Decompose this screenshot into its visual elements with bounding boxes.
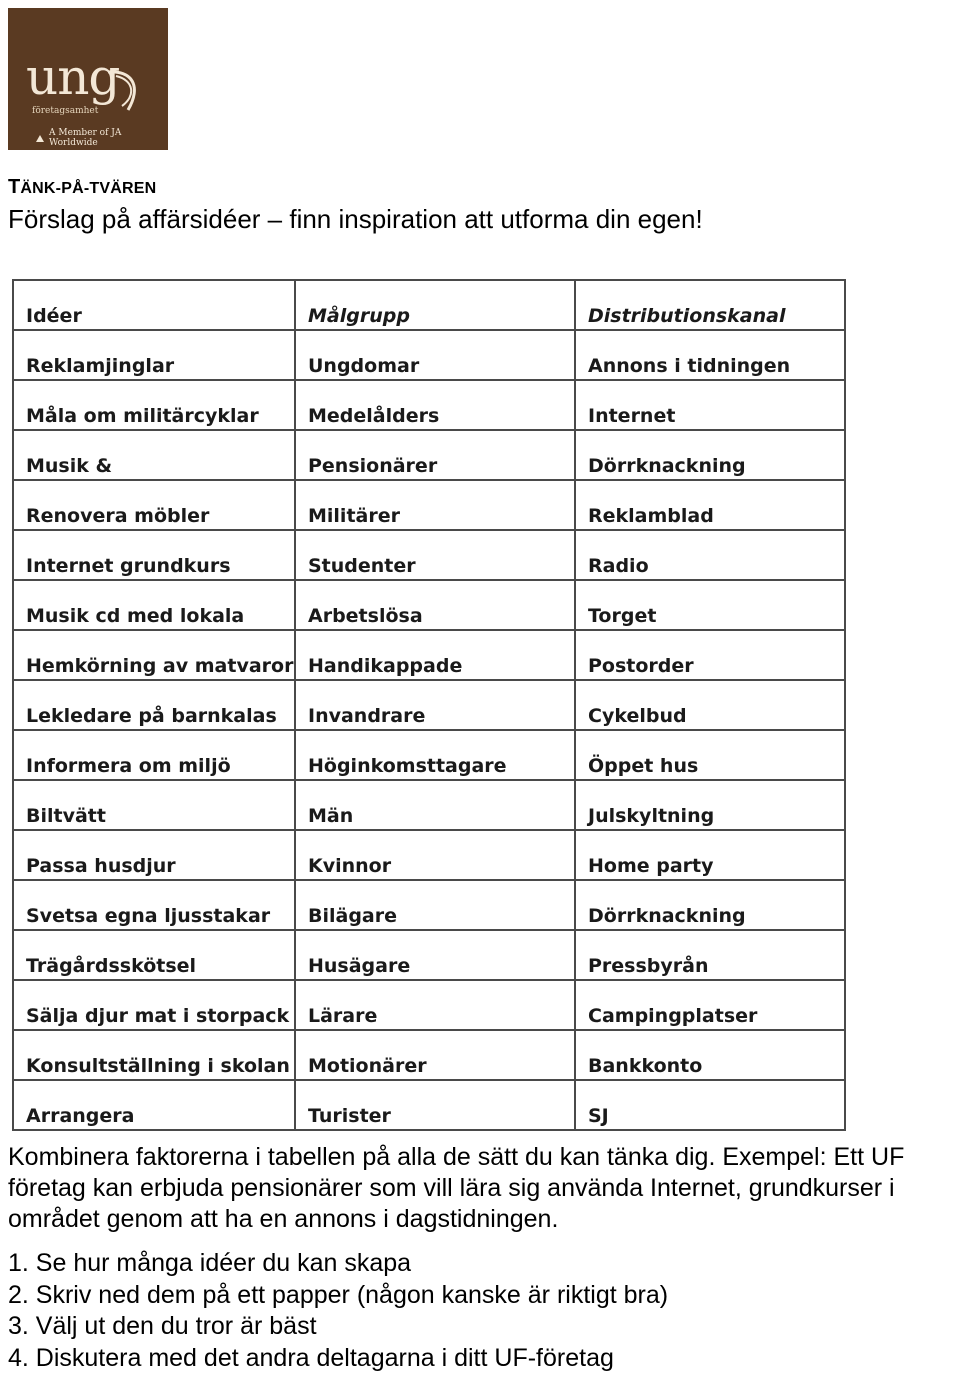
cell-idea: Hemkörning av matvaror	[13, 630, 295, 680]
cell-target-group: Kvinnor	[295, 830, 575, 880]
cell-idea: Musik &	[13, 430, 295, 480]
header-ideas: Idéer	[13, 280, 295, 330]
step-item: 2. Skriv ned dem på ett papper (någon kanske är riktigt bra)	[8, 1280, 669, 1309]
cell-distribution-channel: Postorder	[575, 630, 845, 680]
cell-distribution-channel: Julskyltning	[575, 780, 845, 830]
cell-target-group: Medelålders	[295, 380, 575, 430]
table-row	[13, 530, 845, 580]
cell-target-group: Höginkomsttagare	[295, 730, 575, 780]
table-row	[13, 780, 845, 830]
table-row	[13, 630, 845, 680]
page-heading	[8, 176, 156, 199]
cell-target-group: Arbetslösa	[295, 580, 575, 630]
cell-idea: Konsultställning i skolan	[13, 1030, 295, 1080]
cell-distribution-channel: Pressbyrån	[575, 930, 845, 980]
cell-idea: Reklamjinglar	[13, 330, 295, 380]
table-row	[13, 680, 845, 730]
logo-member-text: A Member of JA Worldwide	[49, 128, 122, 148]
cell-idea: Trägårdsskötsel	[13, 930, 295, 980]
table-row	[13, 380, 845, 430]
header-distribution-channel: Distributionskanal	[575, 280, 845, 330]
cell-idea: Musik cd med lokala	[13, 580, 295, 630]
table-row	[13, 580, 845, 630]
cell-idea: Måla om militärcyklar	[13, 380, 295, 430]
cell-distribution-channel: Home party	[575, 830, 845, 880]
table-row	[13, 830, 845, 880]
cell-distribution-channel: Dörrknackning	[575, 880, 845, 930]
cell-target-group: Turister	[295, 1080, 575, 1130]
cell-target-group: Pensionärer	[295, 430, 575, 480]
page-subheading: Förslag på affärsidéer – finn inspiration att utforma din egen!	[8, 204, 703, 234]
step-item: 3. Välj ut den du tror är bäst	[8, 1312, 317, 1340]
cell-distribution-channel: Bankkonto	[575, 1030, 845, 1080]
cell-distribution-channel: SJ	[575, 1080, 845, 1130]
cell-idea: Renovera möbler	[13, 480, 295, 530]
logo-member-line	[36, 128, 168, 148]
table-row	[13, 1080, 845, 1130]
table-row	[13, 480, 845, 530]
cell-target-group: Husägare	[295, 930, 575, 980]
cell-idea: Passa husdjur	[13, 830, 295, 880]
cell-target-group: Lärare	[295, 980, 575, 1030]
cell-idea: Svetsa egna ljusstakar	[13, 880, 295, 930]
step-item: 4. Diskutera med det andra deltagarna i ditt UF-företag	[8, 1343, 614, 1372]
table-header-row	[13, 280, 845, 330]
step-item: 1. Se hur många idéer du kan skapa	[8, 1249, 412, 1277]
cell-target-group: Motionärer	[295, 1030, 575, 1080]
cell-idea: Internet grundkurs	[13, 530, 295, 580]
cell-distribution-channel: Radio	[575, 530, 845, 580]
ung-logo	[8, 8, 168, 150]
logo-swirl-icon	[102, 66, 150, 116]
table-row	[13, 730, 845, 780]
cell-idea: Biltvätt	[13, 780, 295, 830]
cell-target-group: Handikappade	[295, 630, 575, 680]
cell-target-group: Ungdomar	[295, 330, 575, 380]
ideas-table	[12, 279, 846, 1131]
cell-idea: Sälja djur mat i storpack	[13, 980, 295, 1030]
heading-rest: ÄNK-PÅ-TVÄREN	[20, 180, 157, 197]
cell-distribution-channel: Cykelbud	[575, 680, 845, 730]
triangle-icon	[36, 135, 44, 142]
cell-distribution-channel: Annons i tidningen	[575, 330, 845, 380]
logo-wordmark: ung	[26, 48, 120, 106]
cell-idea: Arrangera	[13, 1080, 295, 1130]
cell-target-group: Män	[295, 780, 575, 830]
instructions-paragraph: Kombinera faktorerna i tabellen på alla de sätt du kan tänka dig. Exempel: Ett UF företag kan erbjuda pensionärer som vill lära sig använda Internet, grundkurser i området genom att ha en annons i dagstidningen.	[8, 1143, 905, 1233]
heading-first-letter: T	[8, 176, 21, 198]
table-row	[13, 330, 845, 380]
logo-subtitle: företagsamhet	[32, 106, 99, 116]
table-row	[13, 1030, 845, 1080]
cell-distribution-channel: Campingplatser	[575, 980, 845, 1030]
cell-distribution-channel: Reklamblad	[575, 480, 845, 530]
table-row	[13, 930, 845, 980]
cell-distribution-channel: Torget	[575, 580, 845, 630]
cell-target-group: Invandrare	[295, 680, 575, 730]
cell-target-group: Militärer	[295, 480, 575, 530]
cell-idea: Lekledare på barnkalas	[13, 680, 295, 730]
cell-distribution-channel: Öppet hus	[575, 730, 845, 780]
table-row	[13, 430, 845, 480]
steps-list	[8, 1248, 668, 1374]
cell-idea: Informera om miljö	[13, 730, 295, 780]
cell-distribution-channel: Dörrknackning	[575, 430, 845, 480]
cell-target-group: Studenter	[295, 530, 575, 580]
table-row	[13, 880, 845, 930]
cell-target-group: Bilägare	[295, 880, 575, 930]
table-row	[13, 980, 845, 1030]
header-target-group: Målgrupp	[295, 280, 575, 330]
cell-distribution-channel: Internet	[575, 380, 845, 430]
